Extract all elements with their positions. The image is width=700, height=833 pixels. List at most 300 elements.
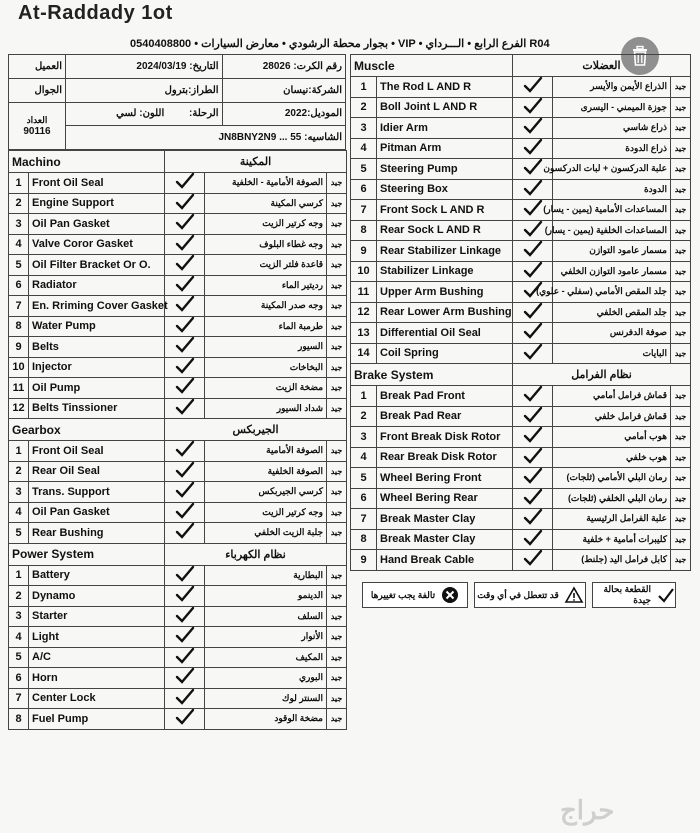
inspection-row [9, 565, 347, 586]
checkmark-icon [522, 537, 544, 549]
item-number: 4 [351, 138, 377, 159]
status-label: جيد [327, 627, 347, 648]
color-label: اللون: [139, 108, 165, 120]
section-title-en: Brake System [351, 364, 513, 386]
item-name-en: Light [29, 627, 165, 648]
item-number: 12 [351, 302, 377, 323]
item-name-en: Starter [29, 606, 165, 627]
section-title-en: Muscle [351, 55, 513, 77]
status-check [513, 77, 553, 98]
section-title-ar: نظام الكهرباء [165, 543, 347, 565]
section-header [9, 419, 347, 441]
status-label: جيد [327, 255, 347, 276]
inspection-row [9, 523, 347, 544]
status-label: جيد [671, 241, 691, 262]
item-name-ar: جلد المقص الأمامي (سفلي - علوي) [553, 282, 671, 303]
item-number: 13 [351, 323, 377, 344]
inspection-row [351, 302, 691, 323]
item-name-en: Oil Pan Gasket [29, 502, 165, 523]
inspection-row [9, 357, 347, 378]
checkmark-icon [174, 448, 196, 460]
item-name-en: Break Master Clay [377, 509, 513, 530]
checkmark-icon [174, 303, 196, 315]
inspection-row [9, 234, 347, 255]
checkmark-icon [174, 614, 196, 626]
item-name-ar: ذراع الدودة [553, 138, 671, 159]
checkmark-icon [174, 675, 196, 687]
status-check [513, 118, 553, 139]
item-number: 4 [9, 234, 29, 255]
item-name-ar: علبة الدركسون + لبات الدركسون [553, 159, 671, 180]
item-name-en: A/C [29, 647, 165, 668]
section-title-ar: العضلات [513, 55, 691, 77]
chassis-label: الشاسيه: [304, 132, 342, 144]
item-number: 9 [9, 337, 29, 358]
model-field [222, 102, 345, 126]
status-label: جيد [327, 523, 347, 544]
item-name-en: Pitman Arm [377, 138, 513, 159]
status-check [165, 255, 205, 276]
item-name-en: Oil Pan Gasket [29, 214, 165, 235]
section-header [9, 151, 347, 173]
status-label: جيد [671, 447, 691, 468]
status-label: جيد [327, 647, 347, 668]
make-value: نيسان [283, 84, 309, 96]
status-check [513, 241, 553, 262]
inspection-row [351, 550, 691, 571]
inspection-row [9, 214, 347, 235]
inspection-row [351, 159, 691, 180]
status-label: جيد [327, 398, 347, 419]
status-label: جيد [671, 261, 691, 282]
item-name-ar: كرسي الجيربكس [205, 482, 327, 503]
item-name-ar: هوب خلفي [553, 447, 671, 468]
legend-bad-label: تالفة يجب تغييرها [370, 589, 436, 600]
item-number: 3 [351, 118, 377, 139]
item-name-en: Steering Pump [377, 159, 513, 180]
year-value: 2022 [284, 108, 308, 120]
legend-warning [474, 582, 586, 608]
checkmark-icon [174, 510, 196, 522]
status-check [165, 586, 205, 607]
status-label: جيد [671, 200, 691, 221]
item-name-en: Horn [29, 668, 165, 689]
item-number: 5 [9, 647, 29, 668]
item-name-ar: وجه كرتير الزيت [205, 502, 327, 523]
item-number: 10 [9, 357, 29, 378]
item-number: 1 [9, 565, 29, 586]
item-number: 3 [9, 606, 29, 627]
warning-icon [565, 587, 583, 603]
item-name-en: Steering Box [377, 179, 513, 200]
item-name-ar: المساعدات الأمامية (يمين - يسار) [553, 200, 671, 221]
checkmark-icon [174, 469, 196, 481]
inspection-row [9, 275, 347, 296]
odometer-value: 90116 [23, 125, 51, 137]
inspection-row [351, 323, 691, 344]
checkmark-icon [174, 573, 196, 585]
item-name-ar: الصوفة الأمامية [205, 441, 327, 462]
status-label: جيد [327, 193, 347, 214]
item-name-en: Break Pad Rear [377, 406, 513, 427]
section-header [9, 543, 347, 565]
type-label: الطراز: [188, 84, 219, 96]
odometer-label: العداد [26, 114, 48, 125]
item-name-en: En. Rriming Cover Gasket [29, 296, 165, 317]
status-check [513, 302, 553, 323]
item-number: 5 [351, 468, 377, 489]
inspection-row [9, 296, 347, 317]
status-label: جيد [671, 427, 691, 448]
item-name-en: Radiator [29, 275, 165, 296]
item-name-ar: الذراع الأيمن والأيسر [553, 77, 671, 98]
right-inspection-table [350, 54, 691, 571]
odometer-field [9, 102, 66, 150]
item-name-en: Fuel Pump [29, 709, 165, 730]
checkmark-icon [657, 587, 675, 603]
item-name-ar: وجه غطاء البلوف [205, 234, 327, 255]
status-label: جيد [327, 586, 347, 607]
item-number: 6 [9, 668, 29, 689]
color-field [66, 102, 223, 126]
vin-value: JN8BNY2N9 ... 55 [218, 132, 302, 144]
status-check [165, 337, 205, 358]
status-check [513, 509, 553, 530]
item-name-en: The Rod L AND R [377, 77, 513, 98]
item-name-ar: ذراع شاسي [553, 118, 671, 139]
inspection-row [351, 468, 691, 489]
status-check [165, 173, 205, 194]
color-value: لسي [116, 108, 137, 120]
item-name-ar: كرسي المكينة [205, 193, 327, 214]
status-label: جيد [671, 159, 691, 180]
status-label: جيد [327, 461, 347, 482]
item-number: 5 [9, 523, 29, 544]
status-check [513, 406, 553, 427]
item-name-ar: وجه كرتير الزيت [205, 214, 327, 235]
checkmark-icon [522, 166, 544, 178]
status-label: جيد [327, 316, 347, 337]
inspection-row [351, 282, 691, 303]
item-number: 7 [9, 296, 29, 317]
inspection-row [351, 138, 691, 159]
inspection-row [9, 647, 347, 668]
inspection-row [9, 668, 347, 689]
status-check [165, 647, 205, 668]
status-label: جيد [327, 668, 347, 689]
status-label: جيد [671, 220, 691, 241]
inspection-row [351, 77, 691, 98]
inspection-row [351, 386, 691, 407]
checkmark-icon [522, 105, 544, 117]
status-label: جيد [327, 214, 347, 235]
legend-good-label: القطعة بحالة جيدة [603, 584, 651, 605]
status-check [513, 468, 553, 489]
item-name-en: Front Sock L AND R [377, 200, 513, 221]
inspection-row [351, 220, 691, 241]
inspection-row [9, 173, 347, 194]
status-check [165, 502, 205, 523]
checkmark-icon [174, 201, 196, 213]
checkmark-icon [522, 414, 544, 426]
status-label: جيد [671, 77, 691, 98]
inspection-row [351, 509, 691, 530]
item-name-en: Oil Pump [29, 378, 165, 399]
item-number: 7 [351, 200, 377, 221]
status-label: جيد [671, 179, 691, 200]
status-label: جيد [327, 482, 347, 503]
item-name-en: Rear Sock L AND R [377, 220, 513, 241]
item-number: 3 [351, 427, 377, 448]
item-name-en: Valve Coror Gasket [29, 234, 165, 255]
status-check [513, 343, 553, 364]
item-number: 4 [9, 627, 29, 648]
chassis-field [66, 126, 346, 150]
item-name-ar: مسمار عامود التوازن الخلفي [553, 261, 671, 282]
status-check [165, 668, 205, 689]
legend-bad [362, 582, 468, 608]
status-label: جيد [671, 302, 691, 323]
inspection-row [9, 482, 347, 503]
status-check [165, 482, 205, 503]
item-name-en: Front Oil Seal [29, 173, 165, 194]
checkmark-icon [522, 557, 544, 569]
section-title-ar: المكينة [165, 151, 347, 173]
item-name-ar: مضخة الزيت [205, 378, 327, 399]
item-number: 2 [9, 586, 29, 607]
checkmark-icon [174, 221, 196, 233]
inspection-row [9, 398, 347, 419]
status-label: جيد [671, 323, 691, 344]
item-number: 1 [9, 441, 29, 462]
item-name-en: Center Lock [29, 688, 165, 709]
item-name-ar: قماش فرامل خلفي [553, 406, 671, 427]
checkmark-icon [522, 393, 544, 405]
status-label: جيد [327, 441, 347, 462]
card-label: رقم الكرت: [293, 60, 342, 72]
status-check [513, 138, 553, 159]
item-name-ar: كابل فرامل اليد (جلنط) [553, 550, 671, 571]
status-check [165, 461, 205, 482]
status-label: جيد [327, 173, 347, 194]
item-name-ar: الدودة [553, 179, 671, 200]
item-number: 6 [9, 275, 29, 296]
item-name-en: Trans. Support [29, 482, 165, 503]
status-check [165, 398, 205, 419]
item-name-en: Front Break Disk Rotor [377, 427, 513, 448]
status-label: جيد [327, 688, 347, 709]
item-number: 8 [9, 709, 29, 730]
inspection-row [9, 441, 347, 462]
status-label: جيد [327, 275, 347, 296]
item-number: 5 [351, 159, 377, 180]
item-name-ar: علبة الفرامل الرئيسية [553, 509, 671, 530]
status-label: جيد [671, 468, 691, 489]
checkmark-icon [174, 406, 196, 418]
item-number: 3 [9, 482, 29, 503]
inspection-row [351, 200, 691, 221]
status-check [165, 214, 205, 235]
item-name-ar: البطارية [205, 565, 327, 586]
status-check [513, 529, 553, 550]
status-check [165, 357, 205, 378]
item-name-ar: المكيف [205, 647, 327, 668]
checkmark-icon [174, 489, 196, 501]
status-check [165, 378, 205, 399]
item-number: 6 [351, 179, 377, 200]
watermark-logo: حراج [560, 795, 615, 825]
checkmark-icon [522, 248, 544, 260]
item-name-en: Differential Oil Seal [377, 323, 513, 344]
status-check [165, 606, 205, 627]
item-number: 5 [9, 255, 29, 276]
cross-circle-icon [441, 586, 459, 604]
status-label: جيد [327, 502, 347, 523]
status-label: جيد [671, 118, 691, 139]
checkmark-icon [174, 385, 196, 397]
status-label: جيد [327, 296, 347, 317]
item-name-ar: مضخة الوقود [205, 709, 327, 730]
item-number: 4 [9, 502, 29, 523]
item-number: 4 [351, 447, 377, 468]
inspection-row [9, 255, 347, 276]
item-number: 2 [9, 193, 29, 214]
item-name-en: Break Pad Front [377, 386, 513, 407]
checkmark-icon [174, 696, 196, 708]
status-check [513, 261, 553, 282]
item-name-ar: قماش فرامل أمامي [553, 386, 671, 407]
item-number: 1 [351, 386, 377, 407]
checkmark-icon [522, 146, 544, 158]
checkmark-icon [522, 455, 544, 467]
section-title-ar: نظام الفرامل [513, 364, 691, 386]
item-name-en: Injector [29, 357, 165, 378]
item-name-en: Oil Filter Bracket Or O. [29, 255, 165, 276]
item-name-en: Belts Tinssioner [29, 398, 165, 419]
inspection-row [351, 179, 691, 200]
checkmark-icon [522, 496, 544, 508]
status-label: جيد [327, 709, 347, 730]
item-name-en: Water Pump [29, 316, 165, 337]
item-name-ar: البايات [553, 343, 671, 364]
item-name-ar: رديتير الماء [205, 275, 327, 296]
status-label: جيد [327, 606, 347, 627]
item-name-en: Belts [29, 337, 165, 358]
item-name-ar: شداد السيور [205, 398, 327, 419]
status-check [165, 296, 205, 317]
checkmark-icon [522, 187, 544, 199]
checkmark-icon [522, 330, 544, 342]
inspection-row [351, 118, 691, 139]
item-name-ar: السيور [205, 337, 327, 358]
status-check [165, 709, 205, 730]
item-name-ar: جلبة الزيت الخلفي [205, 523, 327, 544]
item-name-en: Upper Arm Bushing [377, 282, 513, 303]
item-number: 1 [351, 77, 377, 98]
model-label: الموديل: [307, 108, 342, 120]
company-title: At-Raddady 1ot [18, 2, 173, 24]
item-number: 3 [9, 214, 29, 235]
inspection-row [351, 261, 691, 282]
status-check [165, 565, 205, 586]
section-title-en: Machino [9, 151, 165, 173]
customer-label: العميل [9, 55, 66, 79]
item-name-ar: البوري [205, 668, 327, 689]
checkmark-icon [174, 593, 196, 605]
status-label: جيد [327, 337, 347, 358]
mobile-label: الجوال [9, 78, 66, 102]
item-name-en: Wheel Bering Front [377, 468, 513, 489]
item-name-ar: الدينمو [205, 586, 327, 607]
item-name-en: Rear Lower Arm Bushing [377, 302, 513, 323]
item-name-ar: الصوفة الخلفية [205, 461, 327, 482]
date-field [66, 55, 223, 79]
inspection-row [9, 502, 347, 523]
status-check [513, 550, 553, 571]
item-number: 1 [9, 173, 29, 194]
checkmark-icon [174, 242, 196, 254]
item-name-en: Coil Spring [377, 343, 513, 364]
company-label: الشركة: [308, 84, 342, 96]
item-name-en: Idier Arm [377, 118, 513, 139]
item-number: 8 [9, 316, 29, 337]
checkmark-icon [174, 344, 196, 356]
status-check [165, 234, 205, 255]
item-number: 11 [351, 282, 377, 303]
status-label: جيد [671, 282, 691, 303]
status-check [513, 488, 553, 509]
section-title-en: Power System [9, 543, 165, 565]
left-inspection-table [8, 150, 347, 730]
item-name-en: Rear Break Disk Rotor [377, 447, 513, 468]
type-field [66, 78, 223, 102]
inspection-row [351, 97, 691, 118]
item-number: 7 [351, 509, 377, 530]
status-check [165, 275, 205, 296]
status-check [165, 688, 205, 709]
item-name-en: Front Oil Seal [29, 441, 165, 462]
item-number: 2 [9, 461, 29, 482]
checkmark-icon [522, 434, 544, 446]
item-name-ar: هوب أمامي [553, 427, 671, 448]
status-check [513, 323, 553, 344]
item-number: 10 [351, 261, 377, 282]
item-name-en: Boll Joint L AND R [377, 97, 513, 118]
inspection-row [351, 447, 691, 468]
date-value: 2024/03/19 [136, 60, 187, 72]
checkmark-icon [174, 365, 196, 377]
item-name-ar: وجه صدر المكينة [205, 296, 327, 317]
item-name-ar: البخاخات [205, 357, 327, 378]
fuel-value: بترول [164, 84, 189, 96]
inspection-row [9, 586, 347, 607]
item-name-ar: صوفة الدفرنس [553, 323, 671, 344]
item-number: 2 [351, 406, 377, 427]
date-label: التاريخ: [189, 60, 219, 72]
card-field [222, 55, 345, 79]
status-label: جيد [671, 509, 691, 530]
section-header [351, 364, 691, 386]
item-number: 2 [351, 97, 377, 118]
item-number: 8 [351, 220, 377, 241]
checkmark-icon [174, 716, 196, 728]
vehicle-info-table [8, 54, 346, 150]
inspection-row [351, 427, 691, 448]
status-label: جيد [671, 488, 691, 509]
status-label: جيد [671, 550, 691, 571]
checkmark-icon [174, 180, 196, 192]
section-title-en: Gearbox [9, 419, 165, 441]
